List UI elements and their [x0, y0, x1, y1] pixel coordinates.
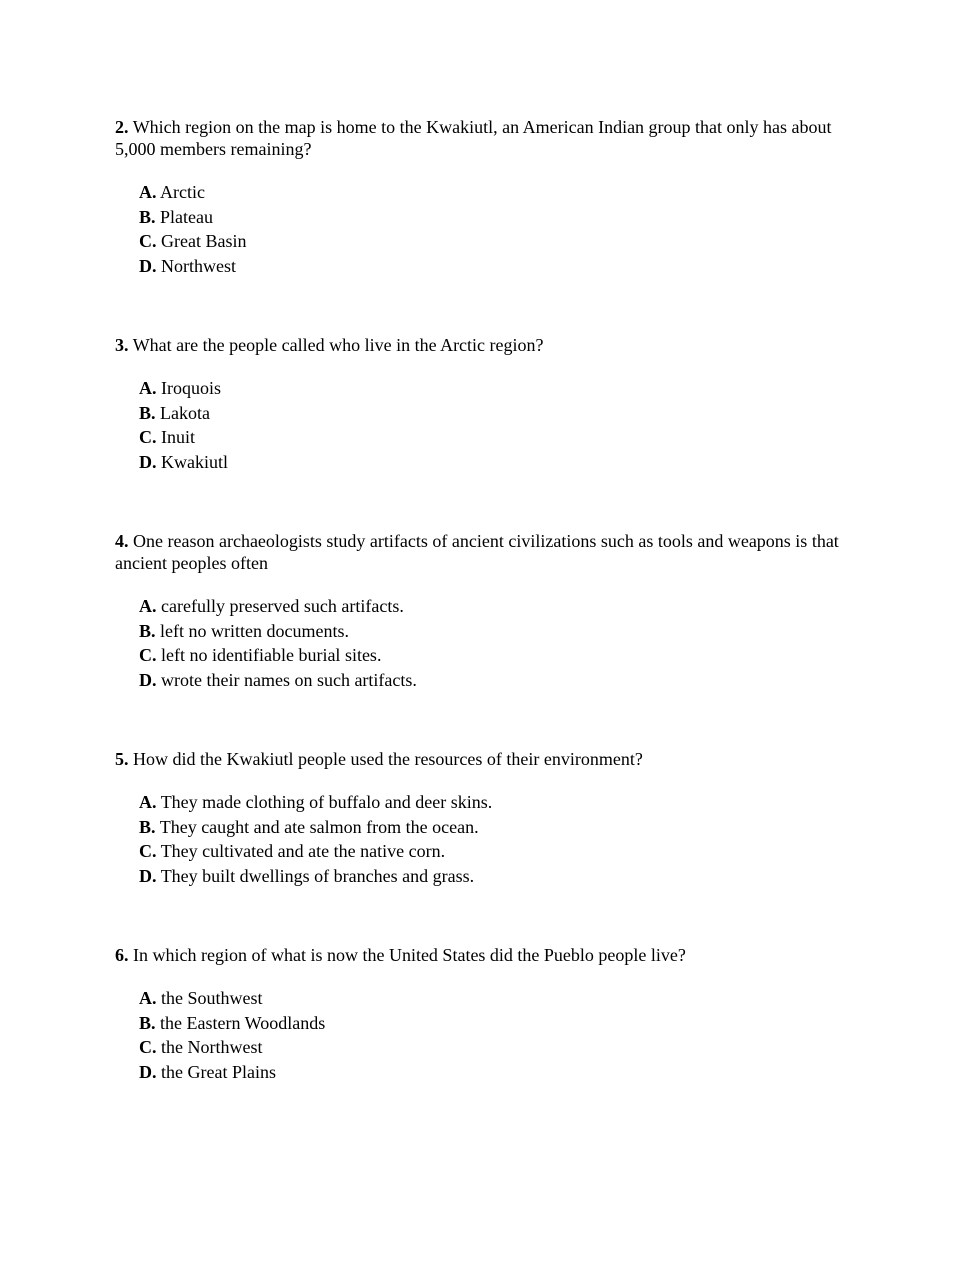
choice-text: Iroquois: [161, 378, 221, 398]
choice-letter: B.: [139, 620, 156, 641]
question-stem: [115, 748, 865, 770]
answer-choices: [139, 790, 865, 888]
quiz-page: [115, 116, 865, 1140]
question-number: 6.: [115, 945, 129, 965]
question-number: 3.: [115, 335, 129, 355]
choice-text: carefully preserved such artifacts.: [161, 596, 404, 616]
choice-letter: C.: [139, 427, 157, 447]
choice-d: [139, 254, 865, 279]
choice-text: wrote their names on such artifacts.: [161, 669, 417, 690]
choice-letter: C.: [139, 841, 157, 861]
choice-text: They built dwellings of branches and grass.: [160, 865, 475, 886]
choice-b: [139, 1011, 865, 1036]
choice-b: [139, 619, 865, 644]
choice-text: the Northwest: [161, 1037, 263, 1057]
choice-text: the Great Plains: [161, 1061, 276, 1082]
choice-text: Plateau: [160, 206, 213, 227]
question-text: In which region of what is now the United States did the Pueblo people live?: [133, 945, 686, 965]
choice-letter: B.: [139, 816, 156, 837]
question-number: 2.: [115, 117, 129, 137]
choice-d: [139, 864, 865, 889]
question-stem: [115, 334, 865, 356]
choice-a: [139, 594, 865, 619]
question-text: Which region on the map is home to the Kwakiutl, an American Indian group that only has about 5,000 members remaining?: [115, 117, 832, 159]
question-3: [115, 334, 865, 474]
choice-text: Inuit: [161, 427, 195, 447]
choice-a: [139, 180, 865, 205]
choice-text: They made clothing of buffalo and deer skins.: [160, 792, 493, 812]
question-text: How did the Kwakiutl people used the resources of their environment?: [133, 749, 643, 769]
choice-letter: B.: [139, 1012, 156, 1033]
question-stem: [115, 944, 865, 966]
choice-letter: D.: [139, 255, 157, 276]
question-stem: [115, 116, 865, 160]
choice-letter: D.: [139, 669, 157, 690]
choice-c: [139, 643, 865, 668]
choice-text: They cultivated and ate the native corn.: [160, 841, 446, 861]
choice-text: Northwest: [161, 255, 236, 276]
choice-letter: C.: [139, 645, 157, 665]
choice-text: the Eastern Woodlands: [160, 1012, 326, 1033]
choice-b: [139, 401, 865, 426]
answer-choices: [139, 594, 865, 692]
choice-d: [139, 1060, 865, 1085]
choice-text: Arctic: [160, 182, 205, 202]
choice-c: [139, 1035, 865, 1060]
question-number: 4.: [115, 531, 129, 551]
choice-a: [139, 790, 865, 815]
choice-letter: C.: [139, 1037, 157, 1057]
choice-c: [139, 425, 865, 450]
choice-letter: B.: [139, 206, 156, 227]
question-5: [115, 748, 865, 888]
choice-letter: A.: [139, 378, 157, 398]
question-6: [115, 944, 865, 1084]
choice-a: [139, 376, 865, 401]
choice-d: [139, 450, 865, 475]
choice-letter: B.: [139, 402, 156, 423]
choice-text: Great Basin: [161, 231, 247, 251]
question-text: One reason archaeologists study artifacts of ancient civilizations such as tools and weapons is that ancient peoples often: [115, 531, 839, 573]
answer-choices: [139, 180, 865, 278]
choice-d: [139, 668, 865, 693]
choice-c: [139, 229, 865, 254]
choice-letter: A.: [139, 182, 157, 202]
choice-letter: A.: [139, 988, 157, 1008]
choice-text: left no identifiable burial sites.: [161, 645, 382, 665]
choice-c: [139, 839, 865, 864]
choice-b: [139, 205, 865, 230]
choice-text: left no written documents.: [160, 620, 349, 641]
choice-b: [139, 815, 865, 840]
choice-letter: D.: [139, 451, 157, 472]
answer-choices: [139, 986, 865, 1084]
answer-choices: [139, 376, 865, 474]
question-stem: [115, 530, 865, 574]
question-number: 5.: [115, 749, 129, 769]
choice-text: Kwakiutl: [161, 451, 228, 472]
choice-letter: A.: [139, 596, 157, 616]
choice-letter: D.: [139, 865, 157, 886]
choice-text: Lakota: [160, 402, 210, 423]
choice-letter: A.: [139, 792, 157, 812]
question-4: [115, 530, 865, 692]
choice-letter: D.: [139, 1061, 157, 1082]
question-text: What are the people called who live in the Arctic region?: [132, 335, 544, 355]
choice-a: [139, 986, 865, 1011]
choice-text: They caught and ate salmon from the ocean.: [159, 816, 479, 837]
choice-text: the Southwest: [161, 988, 263, 1008]
question-2: [115, 116, 865, 278]
choice-letter: C.: [139, 231, 157, 251]
